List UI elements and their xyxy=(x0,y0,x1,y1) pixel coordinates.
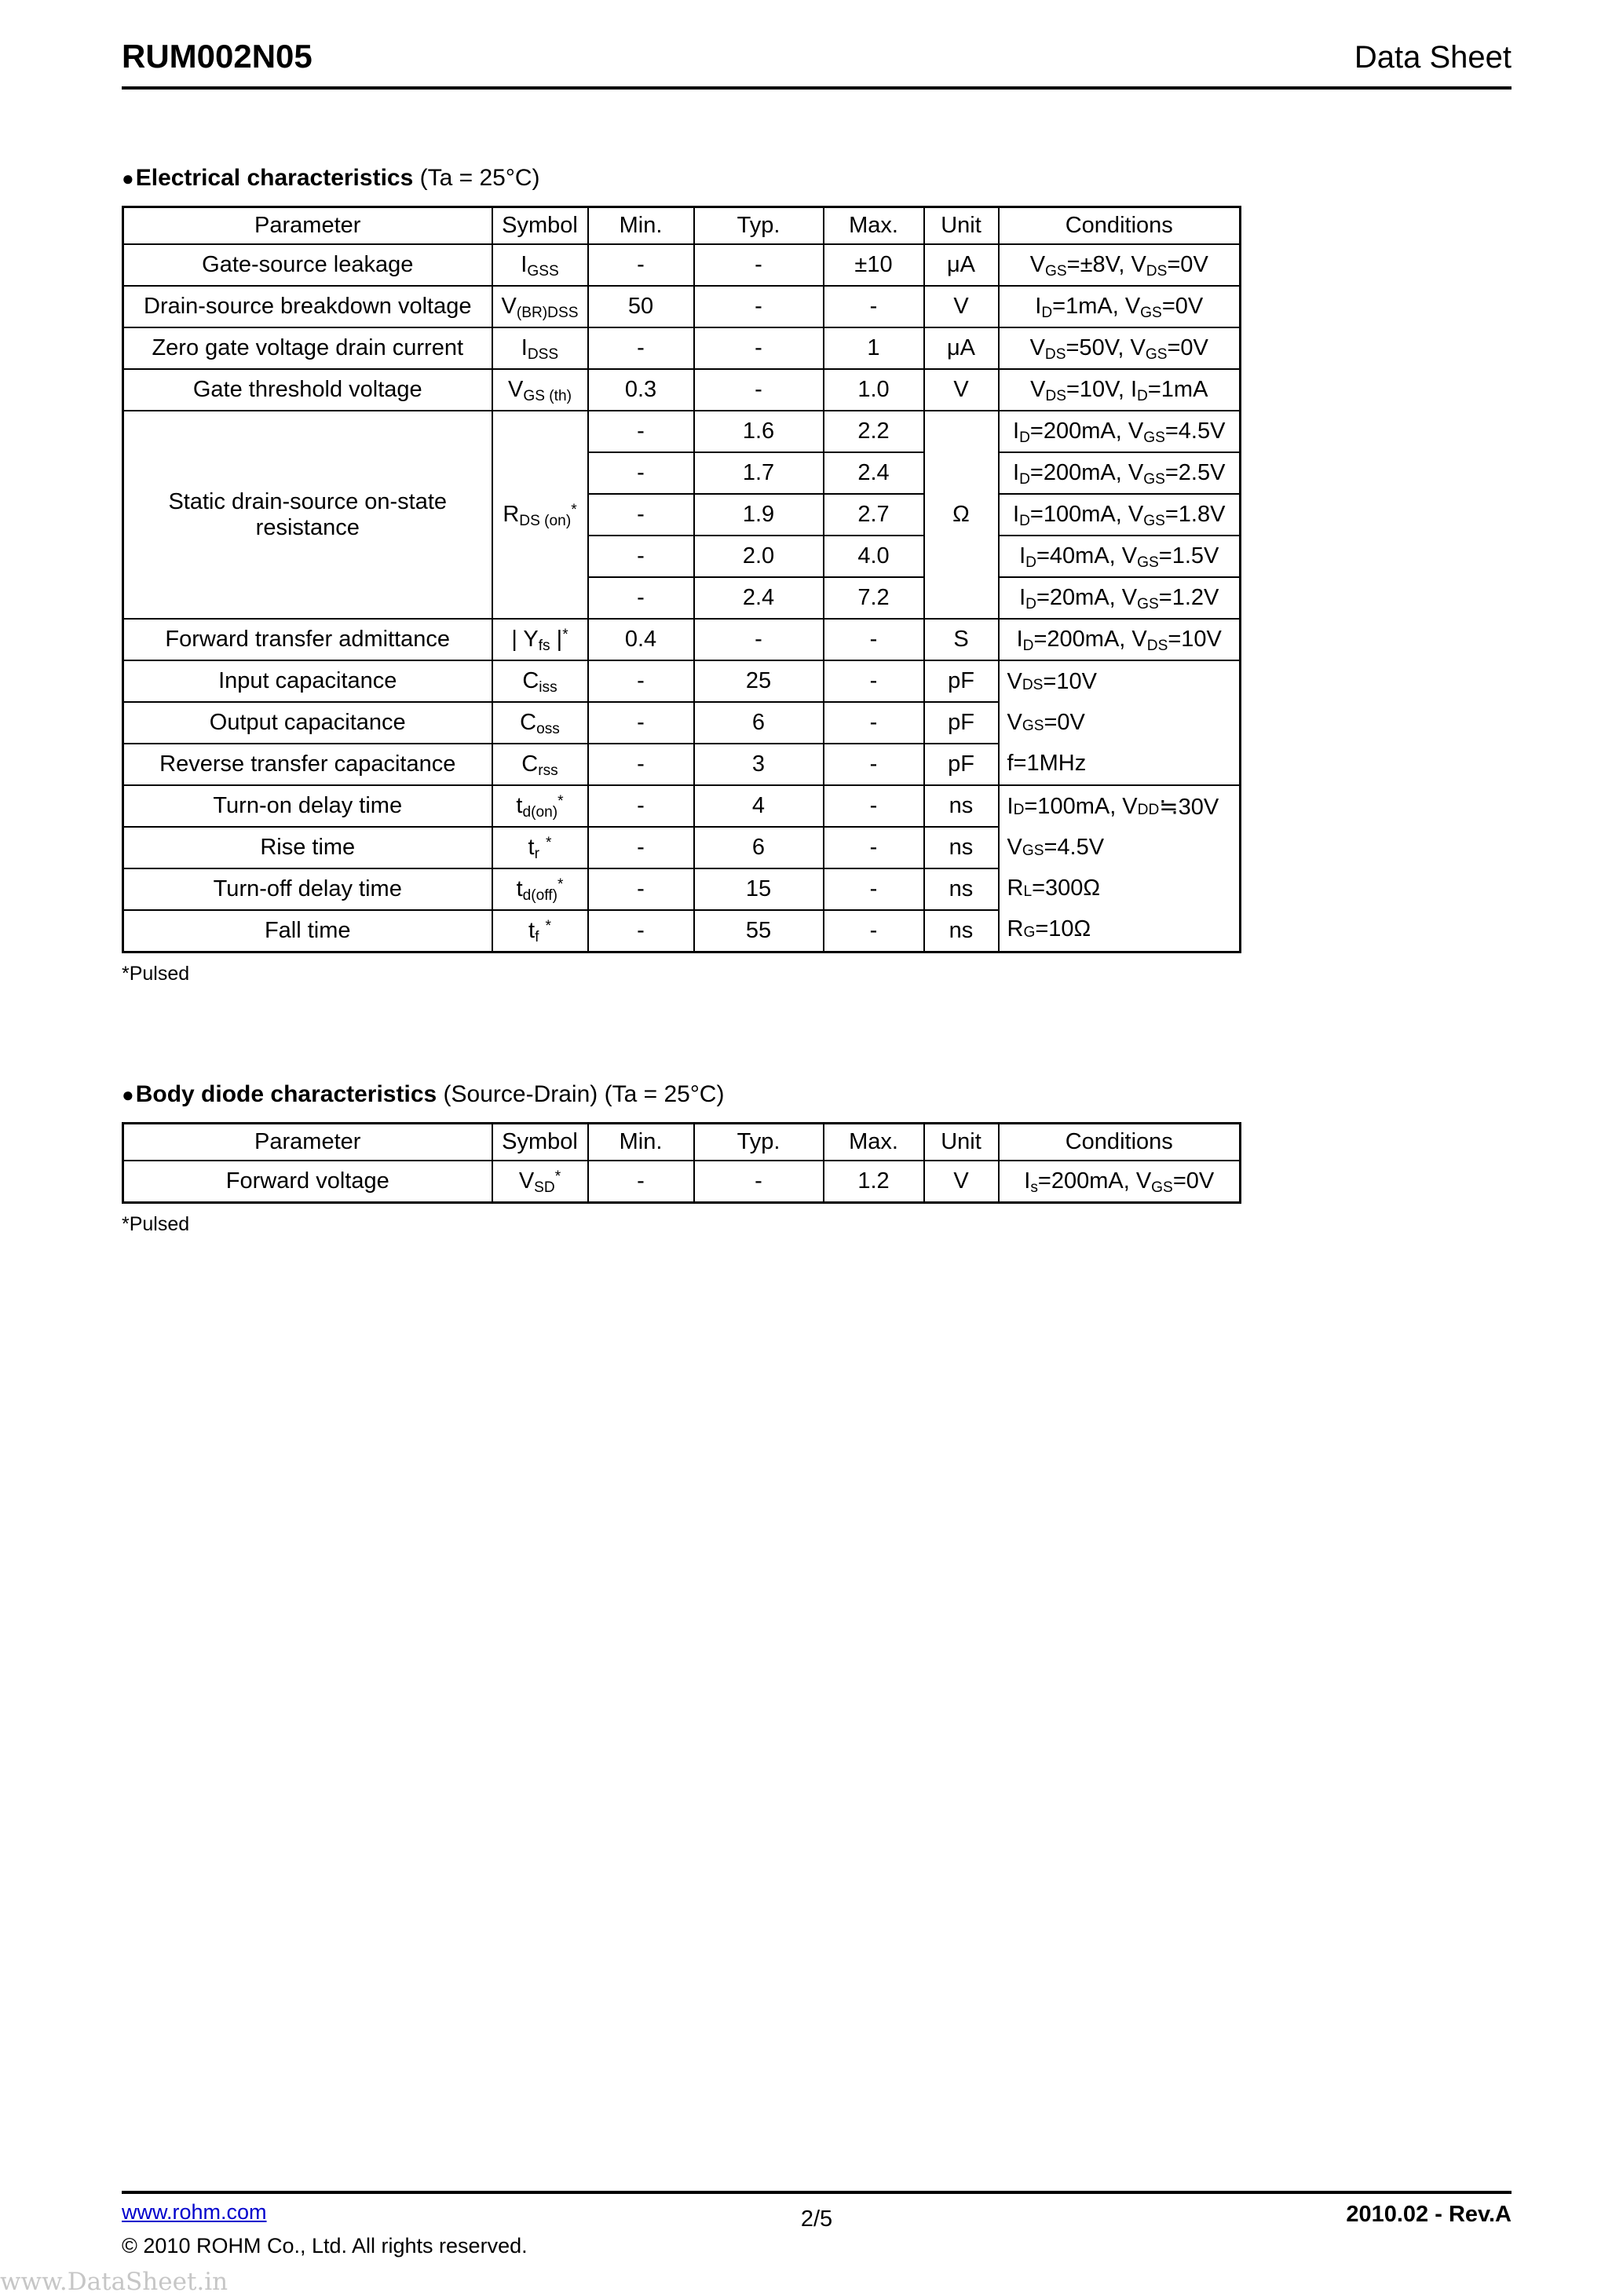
cell-symbol: | $Y_{fs}$ |* xyxy=(492,619,588,660)
electrical-characteristics-table xyxy=(122,206,1241,953)
cell-min: 0.3 xyxy=(588,369,694,411)
pulsed-footnote: *Pulsed xyxy=(122,1213,190,1235)
datasheet-watermark: www.DataSheet.in xyxy=(0,2268,228,2296)
pulsed-footnote: *Pulsed xyxy=(122,963,190,985)
cell-max: - xyxy=(824,910,924,952)
cell-parameter: Gate-source leakage xyxy=(123,244,492,286)
cell-max: 4.0 xyxy=(824,536,924,577)
header-cell-typ: Typ. xyxy=(694,1124,824,1161)
condition-line: V $_{GS}$ =4.5V xyxy=(1007,834,1105,860)
cell-conditions: $I_D=200mA$, $V_{GS}=2.5V$ xyxy=(999,452,1241,494)
cell-symbol: $V_{SD}^*$ xyxy=(492,1161,588,1203)
page-footer xyxy=(122,2191,1512,2258)
cell-min: - xyxy=(588,452,694,494)
cell-max: - xyxy=(824,827,924,868)
condition-line: V $_{DS}$ =10V xyxy=(1007,668,1097,694)
cell-typ: - xyxy=(694,369,824,411)
cell-min: 50 xyxy=(588,286,694,327)
cell-min: 0.4 xyxy=(588,619,694,660)
cell-unit: V xyxy=(924,369,999,411)
cell-unit: S xyxy=(924,619,999,660)
electrical-section-heading xyxy=(122,165,1512,192)
header-cell-min: Min. xyxy=(588,207,694,245)
table-row xyxy=(123,660,1241,702)
cell-typ: - xyxy=(694,1161,824,1203)
cell-typ: 25 xyxy=(694,660,824,702)
cell-unit: ns xyxy=(924,868,999,910)
cell-min: - xyxy=(588,868,694,910)
header-cell-unit: Unit xyxy=(924,1124,999,1161)
header-cell-conditions: Conditions xyxy=(999,207,1241,245)
cell-parameter: Reverse transfer capacitance xyxy=(123,744,492,785)
bullet-icon: ● xyxy=(122,166,134,190)
cell-parameter: Fall time xyxy=(123,910,492,952)
cell-symbol: $I_{DSS}$ xyxy=(492,327,588,369)
cell-parameter: Rise time xyxy=(123,827,492,868)
cell-symbol: $t_{d(off)}^*$ xyxy=(492,868,588,910)
cell-typ: 1.9 xyxy=(694,494,824,536)
cell-unit: Ω xyxy=(924,411,999,619)
table-row xyxy=(123,785,1241,827)
cell-conditions: $I_D=100mA$, $V_{GS}=1.8V$ xyxy=(999,494,1241,536)
cell-parameter: Static drain-source on-state resistance xyxy=(123,411,492,619)
body-diode-characteristics-table xyxy=(122,1122,1241,1204)
cell-unit: pF xyxy=(924,660,999,702)
header-cell-typ: Typ. xyxy=(694,207,824,245)
cell-typ: 3 xyxy=(694,744,824,785)
cell-symbol: $C_{iss}$ xyxy=(492,660,588,702)
header-cell-max: Max. xyxy=(824,207,924,245)
section-subtitle: (Ta = 25°C) xyxy=(419,165,540,191)
cell-parameter: Gate threshold voltage xyxy=(123,369,492,411)
cell-max: 2.2 xyxy=(824,411,924,452)
cell-typ: - xyxy=(694,327,824,369)
header-cell-min: Min. xyxy=(588,1124,694,1161)
cell-symbol: $t_{d(on)}^*$ xyxy=(492,785,588,827)
rohm-website-link[interactable]: www.rohm.com xyxy=(122,2200,267,2224)
cell-min: - xyxy=(588,327,694,369)
body-diode-section-heading xyxy=(122,1081,1512,1108)
table-row xyxy=(123,1161,1241,1203)
doc-title: Data Sheet xyxy=(1354,40,1512,75)
cell-min: - xyxy=(588,910,694,952)
cell-max: - xyxy=(824,702,924,744)
cell-min: - xyxy=(588,785,694,827)
cell-max: 2.4 xyxy=(824,452,924,494)
cell-unit: V xyxy=(924,1161,999,1203)
cell-typ: 6 xyxy=(694,827,824,868)
table-row xyxy=(123,327,1241,369)
cell-conditions: $V_{DS}=10V$, $I_D=1mA$ xyxy=(999,369,1241,411)
cell-min: - xyxy=(588,536,694,577)
cell-max: - xyxy=(824,744,924,785)
cell-max: - xyxy=(824,785,924,827)
cell-unit: pF xyxy=(924,744,999,785)
cell-max: - xyxy=(824,619,924,660)
cell-conditions xyxy=(999,660,1241,785)
cell-parameter: Turn-off delay time xyxy=(123,868,492,910)
table-row xyxy=(123,244,1241,286)
cell-conditions: $I_D=200mA$, $V_{GS}=4.5V$ xyxy=(999,411,1241,452)
header-cell-conditions: Conditions xyxy=(999,1124,1241,1161)
header-cell-symbol: Symbol xyxy=(492,207,588,245)
cell-symbol: $R_{DS (on)}^*$ xyxy=(492,411,588,619)
table-row xyxy=(123,286,1241,327)
page-number: 2/5 xyxy=(800,2206,833,2232)
cell-typ: 6 xyxy=(694,702,824,744)
cell-max: 7.2 xyxy=(824,577,924,619)
cell-parameter: Forward transfer admittance xyxy=(123,619,492,660)
cell-unit: μA xyxy=(924,244,999,286)
cell-symbol: $t_r$ * xyxy=(492,827,588,868)
cell-parameter: Output capacitance xyxy=(123,702,492,744)
cell-max: - xyxy=(824,660,924,702)
cell-parameter: Zero gate voltage drain current xyxy=(123,327,492,369)
cell-symbol: $C_{rss}$ xyxy=(492,744,588,785)
cell-conditions: $V_{DS}=50V$, $V_{GS}=0V$ xyxy=(999,327,1241,369)
cell-min: - xyxy=(588,744,694,785)
part-number: RUM002N05 xyxy=(122,38,313,75)
table-row xyxy=(123,369,1241,411)
condition-line: R $_G$ =10Ω xyxy=(1007,916,1091,941)
cell-min: - xyxy=(588,1161,694,1203)
section-title: Electrical characteristics xyxy=(135,165,414,191)
cell-conditions: $I_D=40mA$, $V_{GS}=1.5V$ xyxy=(999,536,1241,577)
cell-symbol: $C_{oss}$ xyxy=(492,702,588,744)
cell-min: - xyxy=(588,827,694,868)
cell-typ: 55 xyxy=(694,910,824,952)
cell-conditions: $I_D=1mA$, $V_{GS}=0V$ xyxy=(999,286,1241,327)
cell-symbol: $I_{GSS}$ xyxy=(492,244,588,286)
header-cell-max: Max. xyxy=(824,1124,924,1161)
cell-symbol: $V_{GS (th)}$ xyxy=(492,369,588,411)
cell-unit: μA xyxy=(924,327,999,369)
header-cell-unit: Unit xyxy=(924,207,999,245)
cell-typ: - xyxy=(694,619,824,660)
cell-unit: pF xyxy=(924,702,999,744)
cell-max: 1.0 xyxy=(824,369,924,411)
cell-parameter: Forward voltage xyxy=(123,1161,492,1203)
cell-max: - xyxy=(824,286,924,327)
cell-parameter: Turn-on delay time xyxy=(123,785,492,827)
cell-conditions xyxy=(999,785,1241,952)
cell-conditions: $I_s=200mA$, $V_{GS}=0V$ xyxy=(999,1161,1241,1203)
cell-max: 2.7 xyxy=(824,494,924,536)
cell-unit: ns xyxy=(924,910,999,952)
condition-line: f=1MHz xyxy=(1007,750,1087,776)
cell-parameter: Input capacitance xyxy=(123,660,492,702)
cell-unit: ns xyxy=(924,785,999,827)
cell-max: 1 xyxy=(824,327,924,369)
cell-unit: V xyxy=(924,286,999,327)
bullet-icon: ● xyxy=(122,1083,134,1106)
table-header-row xyxy=(123,1124,1241,1161)
cell-min: - xyxy=(588,660,694,702)
copyright-text: © 2010 ROHM Co., Ltd. All rights reserved. xyxy=(122,2234,528,2258)
cell-symbol: $V_{(BR)DSS}$ xyxy=(492,286,588,327)
cell-unit: ns xyxy=(924,827,999,868)
cell-max: ±10 xyxy=(824,244,924,286)
cell-max: 1.2 xyxy=(824,1161,924,1203)
header-rule xyxy=(122,86,1512,90)
condition-line: I $_D$ =100mA, V $_{DD}$ ≒30V xyxy=(1007,793,1219,820)
cell-typ: - xyxy=(694,244,824,286)
table-header-row xyxy=(123,207,1241,245)
cell-min: - xyxy=(588,702,694,744)
revision-text: 2010.02 - Rev.A xyxy=(1346,2202,1512,2227)
section-title: Body diode characteristics xyxy=(135,1081,437,1107)
cell-typ: 4 xyxy=(694,785,824,827)
table-row xyxy=(123,411,1241,452)
cell-conditions: $I_D=200mA$, $V_{DS}=10V$ xyxy=(999,619,1241,660)
cell-max: - xyxy=(824,868,924,910)
cell-min: - xyxy=(588,494,694,536)
cell-parameter: Drain-source breakdown voltage xyxy=(123,286,492,327)
header-cell-parameter: Parameter xyxy=(123,1124,492,1161)
cell-conditions: $I_D=20mA$, $V_{GS}=1.2V$ xyxy=(999,577,1241,619)
cell-typ: - xyxy=(694,286,824,327)
condition-line: R $_L$ =300Ω xyxy=(1007,875,1101,901)
cell-typ: 2.4 xyxy=(694,577,824,619)
cell-min: - xyxy=(588,244,694,286)
cell-min: - xyxy=(588,411,694,452)
cell-typ: 1.6 xyxy=(694,411,824,452)
cell-conditions: $V_{GS}=\pm 8V$, $V_{DS}=0V$ xyxy=(999,244,1241,286)
cell-typ: 15 xyxy=(694,868,824,910)
header-cell-parameter: Parameter xyxy=(123,207,492,245)
cell-min: - xyxy=(588,577,694,619)
cell-typ: 2.0 xyxy=(694,536,824,577)
condition-line: V $_{GS}$ =0V xyxy=(1007,709,1085,735)
table-row xyxy=(123,619,1241,660)
header-cell-symbol: Symbol xyxy=(492,1124,588,1161)
cell-typ: 1.7 xyxy=(694,452,824,494)
cell-symbol: $t_f$ * xyxy=(492,910,588,952)
section-subtitle: (Source-Drain) (Ta = 25°C) xyxy=(443,1081,725,1107)
page-header xyxy=(122,38,1512,75)
